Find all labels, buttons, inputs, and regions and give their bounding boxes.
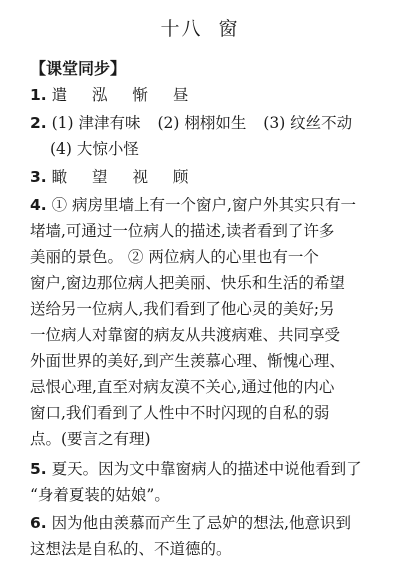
answer-5: [30, 456, 392, 508]
answer-line: 夏天。因为文中靠窗病人的描述中说他看到了: [51, 460, 362, 478]
answer-part: (3) 纹丝不动: [263, 114, 353, 132]
section-heading: 【课堂同步】: [30, 59, 127, 78]
answer-line: 窗口,我们看到了人性中不时闪现的自私的弱: [30, 404, 330, 422]
answer-4: [30, 192, 392, 452]
answer-part: (1) 津津有味: [51, 114, 141, 132]
answer-part: (4) 大惊小怪: [50, 140, 139, 158]
answer-line: 一位病人对靠窗的病友从共渡病难、共同享受: [30, 326, 341, 344]
answer-line: “身着夏装的姑娘”。: [30, 486, 170, 504]
answer-line: 外面世界的美好,到产生羡慕心理、惭愧心理、: [30, 352, 345, 370]
answer-line: ① 病房里墙上有一个窗户,窗户外其实只有一: [51, 196, 356, 214]
answer-line: 窗户,窗边那位病人把美丽、快乐和生活的希望: [30, 274, 345, 292]
answer-line: 点。(要言之有理): [30, 430, 151, 448]
item-number: 2.: [30, 114, 47, 132]
lesson-title: 十八 窗: [160, 18, 240, 40]
item-number: 6.: [30, 514, 47, 532]
answer-text: 瞰 望 视 顾: [51, 168, 199, 186]
answer-line: 美丽的景色。 ② 两位病人的心里也有一个: [30, 248, 319, 266]
item-number: 3.: [30, 168, 47, 186]
answer-text: 遣 泓 惭 昼: [51, 86, 199, 104]
answer-line: 堵墙,可通过一位病人的描述,读者看到了许多: [30, 222, 335, 240]
answer-2: [30, 110, 392, 162]
answer-3: [30, 164, 392, 190]
item-number: 1.: [30, 86, 47, 104]
answer-part: (2) 栩栩如生: [157, 114, 247, 132]
answer-line: 这想法是自私的、不道德的。: [30, 540, 232, 558]
item-number: 4.: [30, 196, 47, 214]
item-number: 5.: [30, 460, 47, 478]
answer-1: [30, 82, 392, 108]
answer-line: 因为他由羡慕而产生了忌妒的想法,他意识到: [51, 514, 352, 532]
answer-line: 送给另一位病人,我们看到了他心灵的美好;另: [30, 300, 335, 318]
answer-6: [30, 510, 392, 562]
answer-line: 忌恨心理,直至对病友漠不关心,通过他的内心: [30, 378, 335, 396]
